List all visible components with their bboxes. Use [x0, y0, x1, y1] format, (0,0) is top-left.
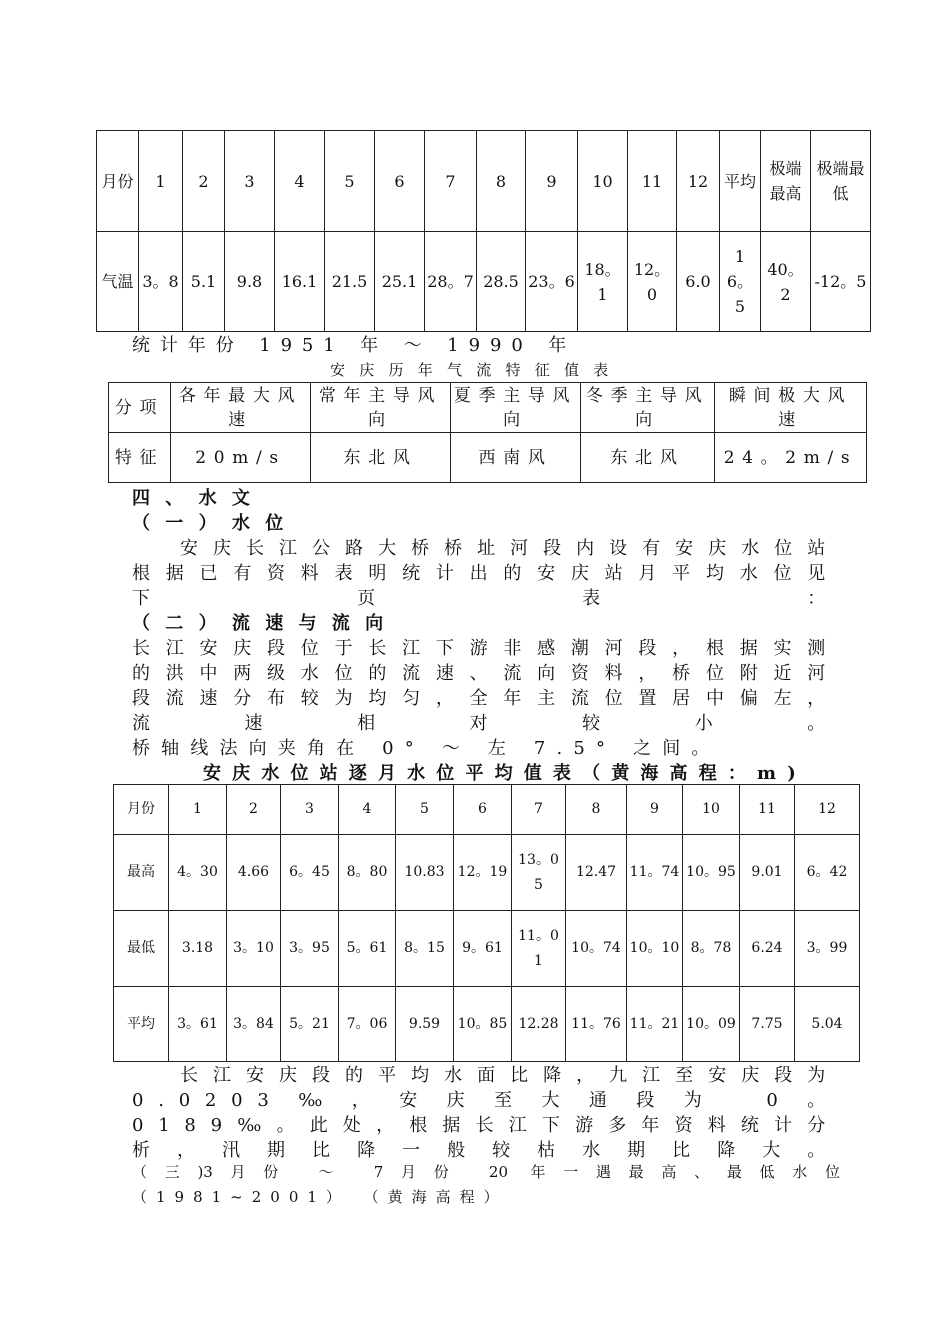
footer-line-2: （1981~2001） （黄海高程）: [132, 1188, 508, 1206]
level-header-cell-12: 12: [795, 785, 860, 835]
level-cell-r2-2: 3。84: [227, 987, 281, 1062]
temp-header-cell-12: 12: [677, 131, 720, 232]
level-cell-r1-12: 3。99: [795, 911, 860, 987]
level-cell-r0-0: 最高: [114, 835, 169, 911]
temp-value-cell-10: 18。1: [578, 232, 628, 332]
temp-header-cell-15: 极端最低: [811, 131, 871, 232]
temp-value-cell-12: 6.0: [677, 232, 720, 332]
level-row-max: [114, 835, 860, 911]
level-cell-r0-6: 12。19: [454, 835, 512, 911]
wind-header-cell-3: 夏季主导风向: [451, 383, 581, 433]
level-cell-r2-12: 5.04: [795, 987, 860, 1062]
level-cell-r1-1: 3.18: [169, 911, 227, 987]
level-cell-r1-3: 3。95: [281, 911, 339, 987]
wind-header-row: [109, 383, 867, 433]
level-cell-r1-9: 10。10: [627, 911, 683, 987]
level-cell-r2-0: 平均: [114, 987, 169, 1062]
temp-header-cell-9: 9: [526, 131, 578, 232]
level-cell-r2-11: 7.75: [740, 987, 795, 1062]
water-level-table: [113, 784, 860, 1062]
temp-value-cell-7: 28。7: [425, 232, 477, 332]
level-cell-r2-10: 10。09: [683, 987, 740, 1062]
temp-value-cell-6: 25.1: [375, 232, 425, 332]
level-header-cell-6: 6: [454, 785, 512, 835]
level-cell-r1-11: 6.24: [740, 911, 795, 987]
temperature-table: [96, 130, 871, 332]
wind-value-cell-0: 特征: [109, 433, 171, 483]
temp-header-cell-13: 平均: [720, 131, 761, 232]
temp-value-cell-11: 12。0: [628, 232, 677, 332]
level-cell-r0-1: 4。30: [169, 835, 227, 911]
level-row-min: [114, 911, 860, 987]
temp-header-cell-0: 月份: [97, 131, 139, 232]
temp-value-cell-1: 3。8: [139, 232, 183, 332]
temp-header-cell-14: 极端最高: [761, 131, 811, 232]
level-header-cell-3: 3: [281, 785, 339, 835]
level-cell-r2-3: 5。21: [281, 987, 339, 1062]
temp-value-cell-2: 5.1: [183, 232, 225, 332]
level-cell-r1-10: 8。78: [683, 911, 740, 987]
level-cell-r0-3: 6。45: [281, 835, 339, 911]
level-cell-r0-7: 13。05: [512, 835, 566, 911]
level-cell-r0-9: 11。74: [627, 835, 683, 911]
wind-value-cell-2: 东北风: [311, 433, 451, 483]
level-header-cell-11: 11: [740, 785, 795, 835]
temp-value-cell-15: -12。5: [811, 232, 871, 332]
temp-header-cell-7: 7: [425, 131, 477, 232]
temp-header-cell-11: 11: [628, 131, 677, 232]
stat-years: 统计年份 1951 年 ～ 1990 年: [132, 335, 577, 356]
level-header-cell-1: 1: [169, 785, 227, 835]
level-row-avg: [114, 987, 860, 1062]
level-cell-r0-11: 9.01: [740, 835, 795, 911]
level-cell-r1-2: 3。10: [227, 911, 281, 987]
level-cell-r1-5: 8。15: [396, 911, 454, 987]
wind-value-cell-4: 东北风: [581, 433, 715, 483]
level-cell-r1-7: 11。01: [512, 911, 566, 987]
wind-header-cell-2: 常年主导风向: [311, 383, 451, 433]
temp-header-cell-8: 8: [477, 131, 526, 232]
temp-value-cell-8: 28.5: [477, 232, 526, 332]
temp-header-cell-3: 3: [225, 131, 275, 232]
temp-value-cell-14: 40。2: [761, 232, 811, 332]
temp-value-cell-0: 气温: [97, 232, 139, 332]
temp-header-cell-4: 4: [275, 131, 325, 232]
level-cell-r1-8: 10。74: [566, 911, 627, 987]
temp-value-cell-4: 16.1: [275, 232, 325, 332]
level-header-cell-7: 7: [512, 785, 566, 835]
footer-line-1: （三)3月份 ～ 7月份 20 年一遇最高、最低水位: [132, 1163, 840, 1181]
wind-header-cell-0: 分项: [109, 383, 171, 433]
level-cell-r2-9: 11。21: [627, 987, 683, 1062]
wind-table-title: 安庆历年气流特征值表: [330, 361, 623, 379]
temperature-value-row: [97, 232, 871, 332]
level-cell-r2-4: 7。06: [339, 987, 396, 1062]
section-hydrology-heading: 四、水文: [132, 488, 266, 509]
level-cell-r1-0: 最低: [114, 911, 169, 987]
temp-value-cell-5: 21.5: [325, 232, 375, 332]
level-header-cell-5: 5: [396, 785, 454, 835]
level-header-cell-2: 2: [227, 785, 281, 835]
water-level-table-title: 安庆水位站逐月水位平均值表（黄海高程：m): [203, 763, 807, 784]
level-header-cell-0: 月份: [114, 785, 169, 835]
slope-paragraph: 长江安庆段的平均水面比降，九江至安庆段为 0.0203‰，安庆至大通段为 0。0189‰。此处，根据长江下游多年资料统计分析，汛期比降一般较枯水期比降大。: [132, 1065, 840, 1161]
level-cell-r2-7: 12.28: [512, 987, 566, 1062]
level-cell-r0-8: 12.47: [566, 835, 627, 911]
level-cell-r0-4: 8。80: [339, 835, 396, 911]
temp-header-cell-5: 5: [325, 131, 375, 232]
wind-value-cell-5: 24。2m/s: [715, 433, 867, 483]
level-cell-r1-4: 5。61: [339, 911, 396, 987]
level-cell-r2-1: 3。61: [169, 987, 227, 1062]
wind-header-cell-5: 瞬间极大风速: [715, 383, 867, 433]
wind-header-cell-4: 冬季主导风向: [581, 383, 715, 433]
wind-value-cell-1: 20m/s: [171, 433, 311, 483]
temp-header-cell-1: 1: [139, 131, 183, 232]
level-header-cell-9: 9: [627, 785, 683, 835]
level-cell-r1-6: 9。61: [454, 911, 512, 987]
level-header-cell-8: 8: [566, 785, 627, 835]
temp-header-cell-10: 10: [578, 131, 628, 232]
wind-value-row: [109, 433, 867, 483]
angle-paragraph: 桥轴线法向夹角在 0° ～ 左 7.5° 之间。: [132, 738, 721, 759]
wind-table: [108, 382, 867, 483]
temp-value-cell-3: 9.8: [225, 232, 275, 332]
level-cell-r2-5: 9.59: [396, 987, 454, 1062]
level-cell-r0-12: 6。42: [795, 835, 860, 911]
level-cell-r0-5: 10.83: [396, 835, 454, 911]
water-level-heading: （一）水位: [132, 513, 299, 534]
level-header-cell-4: 4: [339, 785, 396, 835]
level-cell-r0-2: 4.66: [227, 835, 281, 911]
temp-header-cell-6: 6: [375, 131, 425, 232]
temp-value-cell-9: 23。6: [526, 232, 578, 332]
level-header-row: [114, 785, 860, 835]
temp-header-cell-2: 2: [183, 131, 225, 232]
flow-heading: （二）流速与流向: [132, 613, 399, 634]
level-cell-r2-8: 11。76: [566, 987, 627, 1062]
flow-paragraph: 长江安庆段位于长江下游非感潮河段，根据实测的洪中两级水位的流速、流向资料，桥位附近河段流速分布较为均匀，全年主流位置居中偏左，流速相对较小。: [132, 638, 840, 734]
water-level-paragraph: 安庆长江公路大桥桥址河段内设有安庆水位站根据已有资料表明统计出的安庆站月平均水位见下页表：: [132, 538, 840, 609]
wind-header-cell-1: 各年最大风速: [171, 383, 311, 433]
level-header-cell-10: 10: [683, 785, 740, 835]
level-cell-r0-10: 10。95: [683, 835, 740, 911]
level-cell-r2-6: 10。85: [454, 987, 512, 1062]
wind-value-cell-3: 西南风: [451, 433, 581, 483]
temperature-header-row: [97, 131, 871, 232]
temp-value-cell-13: 16。5: [720, 232, 761, 332]
